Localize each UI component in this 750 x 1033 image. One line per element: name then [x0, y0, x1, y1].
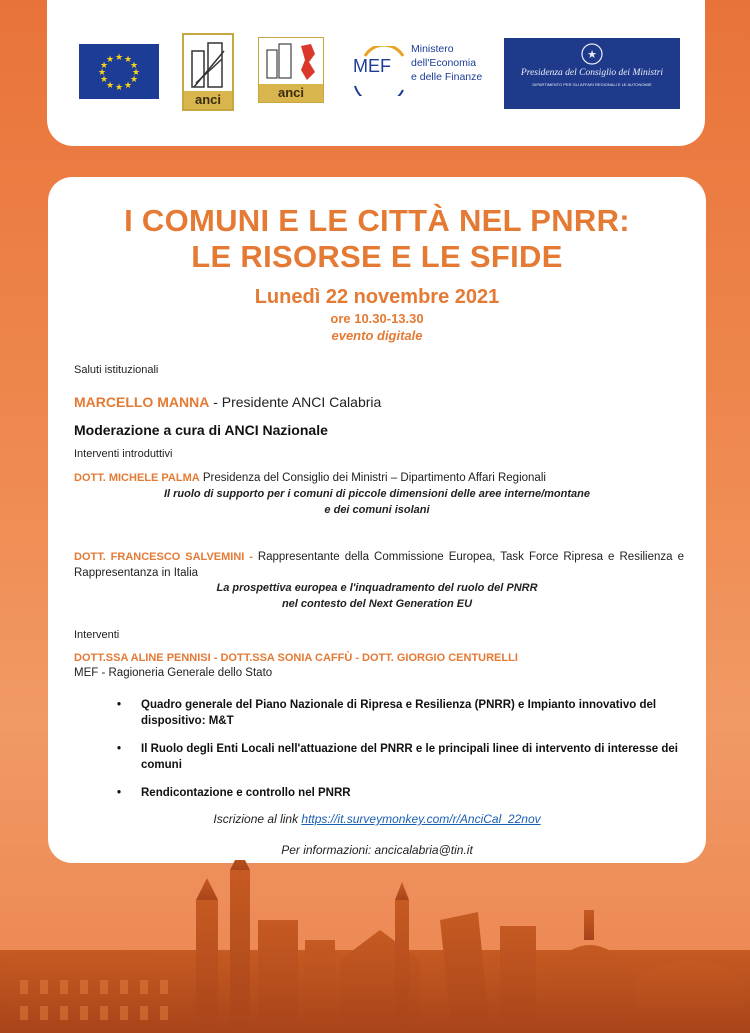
registration-line [48, 812, 706, 826]
svg-text:★: ★ [129, 75, 139, 85]
speaker-manna-role: - Presidente ANCI Calabria [209, 394, 382, 410]
anci-label-1: anci [184, 91, 232, 109]
intro-label: Interventi introduttivi [74, 448, 173, 460]
svg-text:★: ★ [97, 68, 107, 78]
speaker-manna-name: MARCELLO MANNA [74, 394, 210, 410]
speaker-salvemini-name: DOTT. FRANCESCO SALVEMINI - [74, 551, 258, 563]
registration-prefix: Iscrizione al link [213, 812, 302, 826]
pcm-line-2: DIPARTIMENTO PER GLI AFFARI REGIONALI E LE AUTONOMIE [532, 82, 652, 87]
svg-text:★: ★ [105, 81, 115, 91]
topic-text: Il Ruolo degli Enti Locali nell'attuazione del PNRR e le principali linee di intervento di interesse dei comuni [141, 743, 678, 771]
event-title-line-1: I COMUNI E LE CITTÀ NEL PNRR: [124, 203, 630, 238]
eu-flag-logo [79, 44, 159, 99]
svg-text:★: ★ [99, 61, 109, 71]
city-skyline-illustration [0, 860, 750, 1033]
registration-link[interactable]: https://it.surveymonkey.com/r/AnciCal_22nov [301, 812, 541, 826]
palma-topic-line-1: Il ruolo di supporto per i comuni di piccole dimensioni delle aree interne/montane [163, 488, 590, 500]
event-time: ore 10.30-13.30 [330, 311, 424, 326]
event-date: Lunedì 22 novembre 2021 [254, 286, 500, 308]
salvemini-topic-line-2: nel contesto del Next Generation EU [281, 598, 473, 610]
topic-item [117, 741, 701, 773]
speaker-palma-role: Presidenza del Consiglio dei Ministri – Dipartimento Affari Regionali [199, 472, 546, 484]
anci-logo-1 [182, 33, 234, 111]
mef-name [411, 42, 482, 84]
mef-line-1: Ministero [411, 43, 454, 55]
anci-calabria-logo [258, 37, 324, 103]
program-card [48, 177, 706, 863]
svg-text:★: ★ [99, 75, 109, 85]
bullet-marker: • [117, 699, 122, 711]
mef-logo [347, 43, 497, 96]
topic-item [117, 785, 701, 801]
pcm-line-1: Presidenza del Consiglio dei Ministri [520, 68, 664, 78]
logo-header-card [47, 0, 705, 146]
moderation-line: Moderazione a cura di ANCI Nazionale [74, 422, 328, 438]
speaker-manna [74, 394, 381, 410]
bullet-marker: • [117, 787, 122, 799]
speakers-group-org: MEF - Ragioneria Generale dello Stato [74, 667, 273, 679]
speaker-salvemini [74, 549, 684, 581]
svg-text:★: ★ [123, 55, 133, 65]
topic-text: Rendicontazione e controllo nel PNRR [141, 787, 351, 799]
svg-text:★: ★ [129, 61, 139, 71]
castle-icon [184, 37, 232, 92]
svg-text:★: ★ [123, 81, 133, 91]
calabria-region-icon [259, 40, 323, 84]
svg-text:★: ★ [114, 83, 124, 93]
info-line: Per informazioni: ancicalabria@tin.it [281, 843, 473, 857]
interventi-label: Interventi [74, 629, 120, 641]
presidenza-consiglio-logo [504, 38, 680, 109]
svg-text:★: ★ [131, 68, 141, 78]
speaker-palma-name: DOTT. MICHELE PALMA [74, 472, 200, 484]
anci-label-2: anci [259, 84, 323, 102]
event-title-line-2: LE RISORSE E LE SFIDE [191, 239, 563, 274]
bullet-marker: • [117, 743, 122, 755]
speaker-palma [74, 472, 546, 484]
salvemini-topic-line-1: La prospettiva europea e l'inquadramento del ruolo del PNRR [216, 582, 538, 594]
speaker-salvemini-role: Rappresentante della Commissione Europea, Task Force Ripresa e Resilienza e Rappresentanza in Italia [74, 551, 684, 579]
speakers-group: DOTT.SSA ALINE PENNISI - DOTT.SSA SONIA CAFFÙ - DOTT. GIORGIO CENTURELLI [74, 652, 518, 664]
mef-acronym: MEF [353, 56, 391, 76]
republic-emblem-icon [580, 42, 604, 66]
topic-text: Quadro generale del Piano Nazionale di Ripresa e Resilienza (PNRR) e Impianto innovativo del dispositivo: M&T [141, 699, 657, 727]
mef-line-2: dell'Economia [411, 57, 477, 69]
topic-item [117, 697, 701, 729]
event-format: evento digitale [331, 328, 423, 343]
mef-line-3: e delle Finanze [411, 71, 483, 83]
svg-text:★: ★ [114, 53, 124, 63]
svg-text:★: ★ [105, 55, 115, 65]
saluti-label: Saluti istituzionali [74, 364, 159, 376]
svg-text:★: ★ [587, 48, 597, 61]
palma-topic-line-2: e dei comuni isolani [324, 504, 430, 516]
